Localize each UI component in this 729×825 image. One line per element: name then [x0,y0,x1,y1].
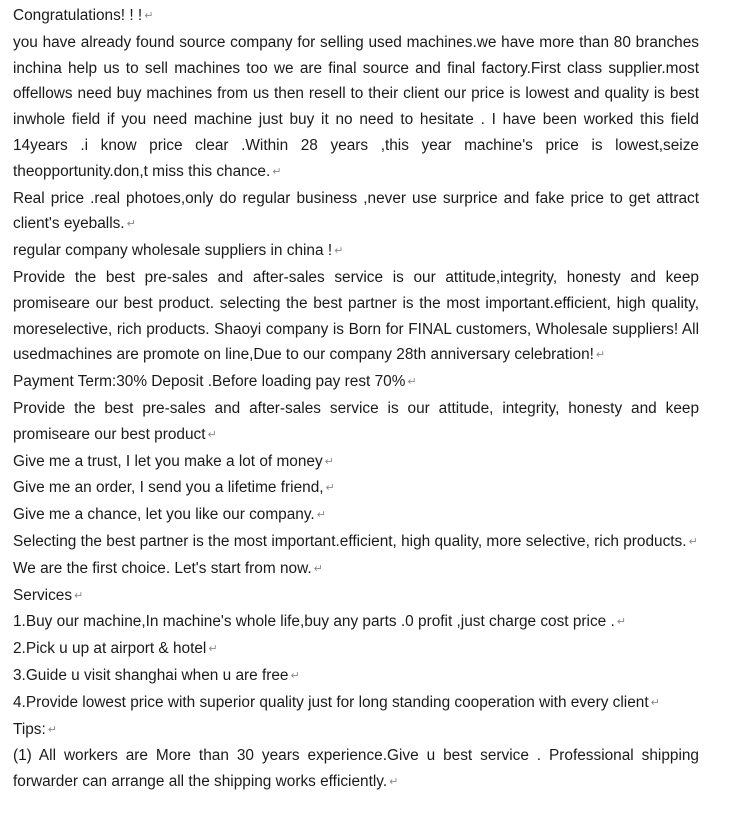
partner-paragraph: Selecting the best partner is the most important.efficient, high quality, more selective, rich products. ↵ [13,532,698,550]
service-item-2: 2.Pick u up at airport & hotel ↵ [13,640,218,658]
service-paragraph: Provide the best pre-sales and after-sales service is our attitude,integrity, honesty and keep promiseare our best product. selecting the best partner is the most important.efficient, high quality, moreselective, rich products. Shaoyi company is Born for FINAL customers, Wholesale suppliers! All usedmachines are promote on line,Due to our company 28th anniversary celebration! ↵ [13,268,699,364]
chance-paragraph: Give me a chance, let you like our company. ↵ [13,506,326,524]
intro-paragraph: you have already found source company for selling used machines.we have more than 80 branches inchina help us to sell machines too we are final source and final factory.First class supplier.most offellows need buy machines from us then resell to their client our price is lowest and quality is best inwhole field if you need machine just buy it no need to hesitate . I have been worked this field 14years .i know price clear .Within 28 years ,this year machine's price is lowest,seize theopportunity.don,t miss this chance. ↵ [13,33,699,180]
service-item-4: 4.Provide lowest price with superior quality just for long standing cooperation with every client ↵ [13,693,660,711]
service-item-3: 3.Guide u visit shanghai when u are free ↵ [13,666,300,684]
service-item-1: 1.Buy our machine,In machine's whole life,buy any parts .0 profit ,just charge cost price . ↵ [13,613,626,631]
service-summary-paragraph: Provide the best pre-sales and after-sales service is our attitude, integrity, honesty and keep promiseare our best product ↵ [13,399,699,443]
heading-paragraph: Congratulations! ! ! ↵ [13,7,154,24]
first-choice-paragraph: We are the first choice. Let's start from now. ↵ [13,559,323,577]
tips-heading: Tips: ↵ [13,720,57,738]
order-paragraph: Give me an order, I send you a lifetime friend, ↵ [13,479,335,497]
payment-term-paragraph: Payment Term:30% Deposit .Before loading pay rest 70% ↵ [13,373,417,391]
trust-paragraph: Give me a trust, I let you make a lot of money ↵ [13,452,334,470]
regular-company-paragraph: regular company wholesale suppliers in china ! ↵ [13,242,344,260]
tip-item-1: (1) All workers are More than 30 years experience.Give u best service . Professional shipping forwarder can arrange all the shipping works efficiently. ↵ [13,747,699,791]
real-price-paragraph: Real price .real photoes,only do regular business ,never use surprice and fake price to get attract client's eyeballs. ↵ [13,189,699,233]
services-heading: Services ↵ [13,586,84,604]
